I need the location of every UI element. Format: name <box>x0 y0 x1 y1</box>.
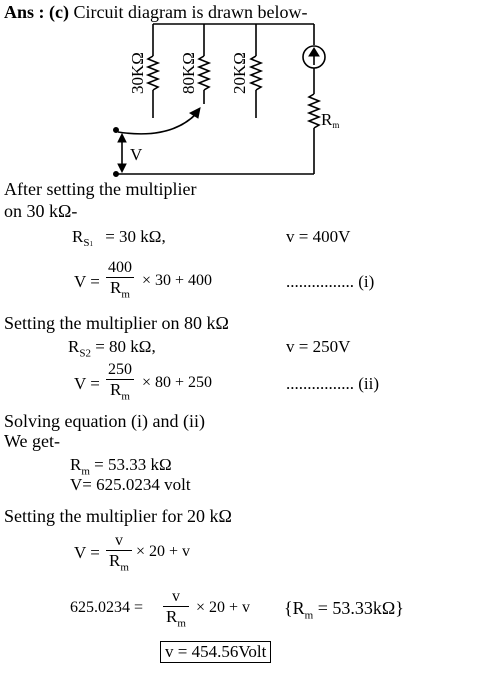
answer-label: Ans : (c) <box>4 2 69 22</box>
step3-line2: We get- <box>4 431 61 451</box>
rm-label: Rm <box>321 110 340 130</box>
step2-eq-rest: × 80 + 250 <box>142 374 213 391</box>
step4-eq2-fraction: v $R_m$ <box>163 588 189 633</box>
step4-eq2-rest: × 20 + v <box>196 599 251 616</box>
step2-line1: Setting the multiplier on 80 kΩ <box>4 313 229 333</box>
final-answer-box: v = 454.56Volt <box>160 641 271 663</box>
step3-line1: Solving equation (i) and (ii) <box>4 411 205 431</box>
step4-eq1-rest: × 20 + v <box>136 543 191 560</box>
resistor-30k-label: 30KΩ <box>128 52 147 94</box>
step4-eq2-note: $\{R_m = 53.33k\Omega\}$ <box>284 598 404 622</box>
voltage-label: V <box>130 145 143 164</box>
step1-line1: After setting the multiplier <box>4 179 197 199</box>
step1-rs: $R_{S1} = 30$ kΩ, <box>72 227 166 250</box>
step3-rm: $R_m = 53.33$ kΩ <box>70 455 172 478</box>
step1-eq-lhs: V = <box>74 272 100 291</box>
step1-eq-tag: ................ (i) <box>286 272 375 291</box>
intro-text: Circuit diagram is drawn below- <box>73 2 308 22</box>
step4-eq2-lhs: 625.0234 = <box>70 599 144 616</box>
step2-rs: $R_{S2} = 80$ kΩ, <box>68 337 156 360</box>
resistor-20k-label: 20KΩ <box>230 52 249 94</box>
step4-eq1-fraction: v $R_m$ <box>106 532 132 577</box>
step4-eq1-lhs: V = <box>74 543 100 562</box>
circuit-diagram <box>100 14 350 182</box>
step1-eq-rest: × 30 + 400 <box>142 272 213 289</box>
resistor-80k-label: 80KΩ <box>179 52 198 94</box>
step2-eq-lhs: V = <box>74 374 100 393</box>
step4-line1: Setting the multiplier for 20 kΩ <box>4 506 232 526</box>
step1-line2: on 30 kΩ- <box>4 201 78 221</box>
step2-v-value: v = 250V <box>286 337 351 356</box>
step1-eq-fraction: 400 $R_m$ <box>108 259 132 301</box>
step3-v-result: V= 625.0234 volt <box>70 475 191 494</box>
step2-eq-fraction: 250 $R_m$ <box>108 361 132 403</box>
step2-eq-tag: ................ (ii) <box>286 374 380 393</box>
step1-v-value: v = 400V <box>286 227 351 246</box>
